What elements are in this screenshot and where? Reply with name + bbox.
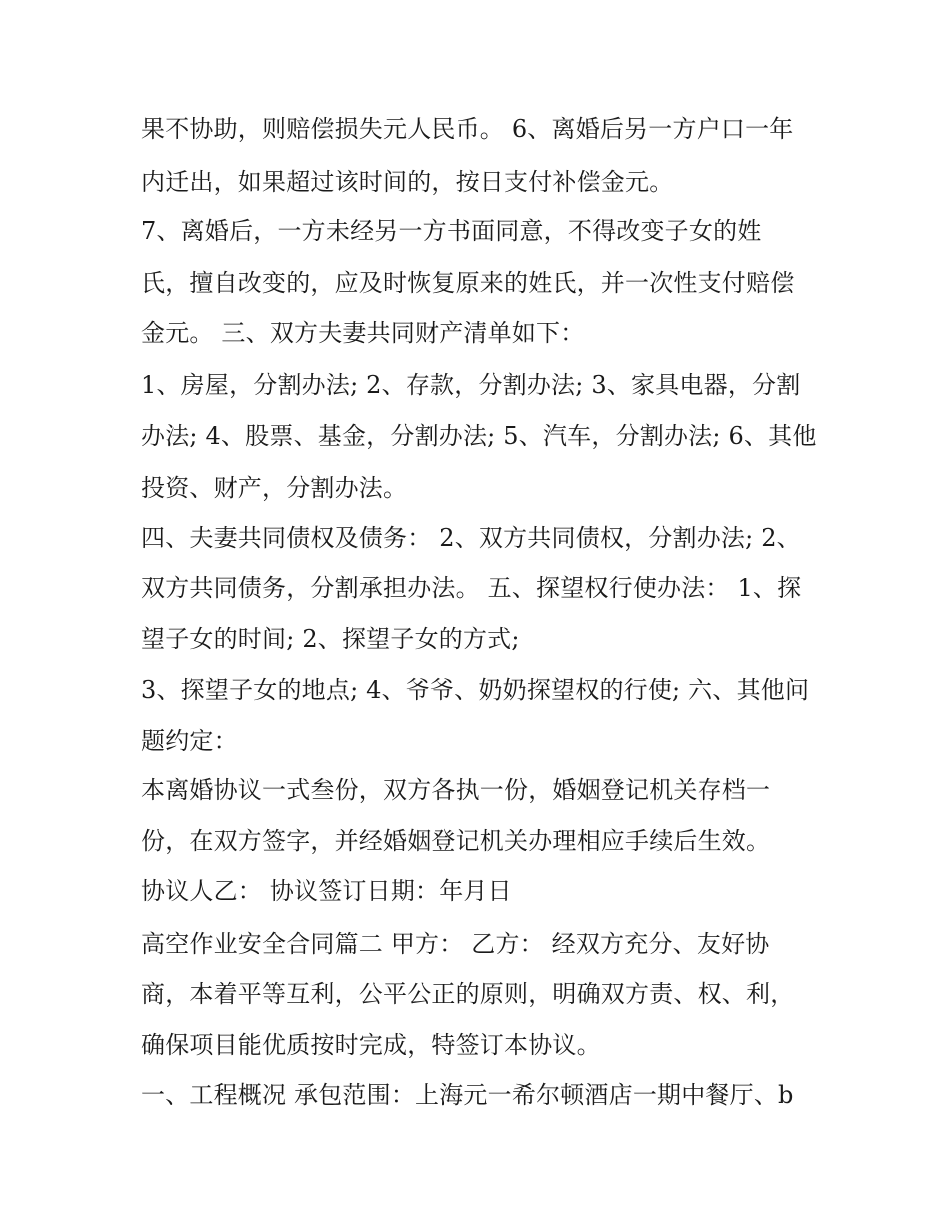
text-line: 确保项目能优质按时完成，特签订本协议。 [141,1031,601,1059]
text-line: 办法; 4、股票、基金，分割办法; 5、汽车，分割办法; 6、其他 [141,422,817,450]
text-line: 果不协助，则赔偿损失元人民币。 6、离婚后另一方户口一年 [141,115,794,143]
text-line: 投资、财产，分割办法。 [141,474,408,502]
text-line: 双方共同债务，分割承担办法。 五、探望权行使办法： 1、探 [141,574,802,602]
text-line: 份，在双方签字，并经婚姻登记机关办理相应手续后生效。 [141,827,771,855]
text-line: 3、探望子女的地点; 4、爷爷、奶奶探望权的行使; 六、其他问 [141,676,810,704]
text-line: 内迁出，如果超过该时间的，按日支付补偿金元。 [141,168,674,196]
text-line: 7、离婚后，一方未经另一方书面同意，不得改变子女的姓 [141,217,762,245]
text-line: 金元。 三、双方夫妻共同财产清单如下： [141,319,585,347]
text-line: 高空作业安全合同篇二 甲方： 乙方： 经双方充分、友好协 [141,930,770,958]
text-line: 题约定： [141,727,238,755]
text-line: 协议人乙： 协议签订日期：年月日 [141,877,512,905]
text-line: 本离婚协议一式叁份，双方各执一份，婚姻登记机关存档一 [141,776,771,804]
text-line: 氏，擅自改变的，应及时恢复原来的姓氏，并一次性支付赔偿 [141,269,795,297]
text-line: 1、房屋，分割办法; 2、存款，分割办法; 3、家具电器，分割 [141,371,801,399]
text-line: 一、工程概况 承包范围：上海元一希尔顿酒店一期中餐厅、b [141,1081,794,1109]
text-line: 望子女的时间; 2、探望子女的方式; [141,625,520,653]
text-line: 商，本着平等互利，公平公正的原则，明确双方责、权、利， [141,980,795,1008]
text-line: 四、夫妻共同债权及债务： 2、双方共同债权，分割办法; 2、 [141,524,801,552]
